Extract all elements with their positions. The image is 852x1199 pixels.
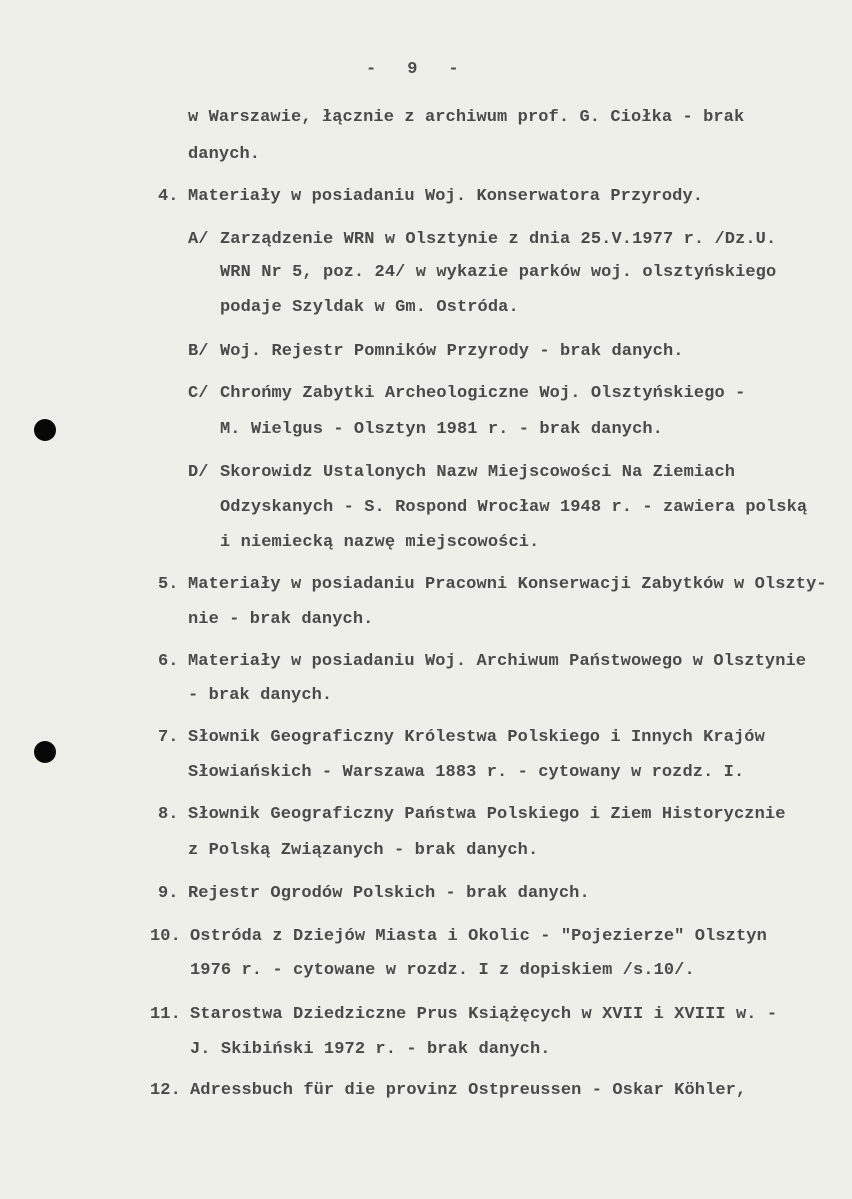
text-line: Słownik Geograficzny Królestwa Polskiego i Innych Krajów: [188, 728, 765, 747]
subitem-letter: A/: [188, 230, 209, 249]
subitem-letter: B/: [188, 342, 209, 361]
item-number: 8.: [158, 805, 179, 824]
item-number: 6.: [158, 652, 179, 671]
subitem-letter: C/: [188, 384, 209, 403]
item-number: 10.: [150, 927, 181, 946]
text-line: Zarządzenie WRN w Olsztynie z dnia 25.V.1977 r. /Dz.U.: [220, 230, 777, 249]
text-line: Materiały w posiadaniu Pracowni Konserwacji Zabytków w Olszty-: [188, 575, 827, 594]
item-number: 5.: [158, 575, 179, 594]
text-line: i niemiecką nazwę miejscowości.: [220, 533, 540, 552]
item-number: 12.: [150, 1081, 181, 1100]
punch-hole: [34, 419, 56, 441]
text-line: M. Wielgus - Olsztyn 1981 r. - brak danych.: [220, 420, 663, 439]
text-line: z Polską Związanych - brak danych.: [188, 841, 539, 860]
text-line: Woj. Rejestr Pomników Przyrody - brak danych.: [220, 342, 684, 361]
item-number: 9.: [158, 884, 179, 903]
text-line: Starostwa Dziedziczne Prus Książęcych w XVII i XVIII w. -: [190, 1005, 778, 1024]
text-line: Materiały w posiadaniu Woj. Konserwatora Przyrody.: [188, 187, 704, 206]
text-line: Rejestr Ogrodów Polskich - brak danych.: [188, 884, 590, 903]
text-line: danych.: [188, 145, 261, 164]
item-number: 11.: [150, 1005, 181, 1024]
text-line: Materiały w posiadaniu Woj. Archiwum Państwowego w Olsztynie: [188, 652, 807, 671]
subitem-letter: D/: [188, 463, 209, 482]
text-line: w Warszawie, łącznie z archiwum prof. G. Ciołka - brak: [188, 108, 745, 127]
text-line: Ostróda z Dziejów Miasta i Okolic - "Pojezierze" Olsztyn: [190, 927, 767, 946]
text-line: - brak danych.: [188, 686, 333, 705]
text-line: 1976 r. - cytowane w rozdz. I z dopiskiem /s.10/.: [190, 961, 695, 980]
text-line: Słowiańskich - Warszawa 1883 r. - cytowany w rozdz. I.: [188, 763, 745, 782]
page-number: - 9 -: [366, 60, 459, 79]
text-line: Słownik Geograficzny Państwa Polskiego i Ziem Historycznie: [188, 805, 786, 824]
item-number: 4.: [158, 187, 179, 206]
text-line: nie - brak danych.: [188, 610, 374, 629]
item-number: 7.: [158, 728, 179, 747]
text-line: Adressbuch für die provinz Ostpreussen - Oskar Köhler,: [190, 1081, 747, 1100]
text-line: Skorowidz Ustalonych Nazw Miejscowości Na Ziemiach: [220, 463, 736, 482]
text-line: podaje Szyldak w Gm. Ostróda.: [220, 298, 519, 317]
text-line: WRN Nr 5, poz. 24/ w wykazie parków woj. olsztyńskiego: [220, 263, 777, 282]
text-line: Chrońmy Zabytki Archeologiczne Woj. Olsztyńskiego -: [220, 384, 746, 403]
punch-hole: [34, 741, 56, 763]
text-line: Odzyskanych - S. Rospond Wrocław 1948 r. - zawiera polską: [220, 498, 808, 517]
text-line: J. Skibiński 1972 r. - brak danych.: [190, 1040, 551, 1059]
